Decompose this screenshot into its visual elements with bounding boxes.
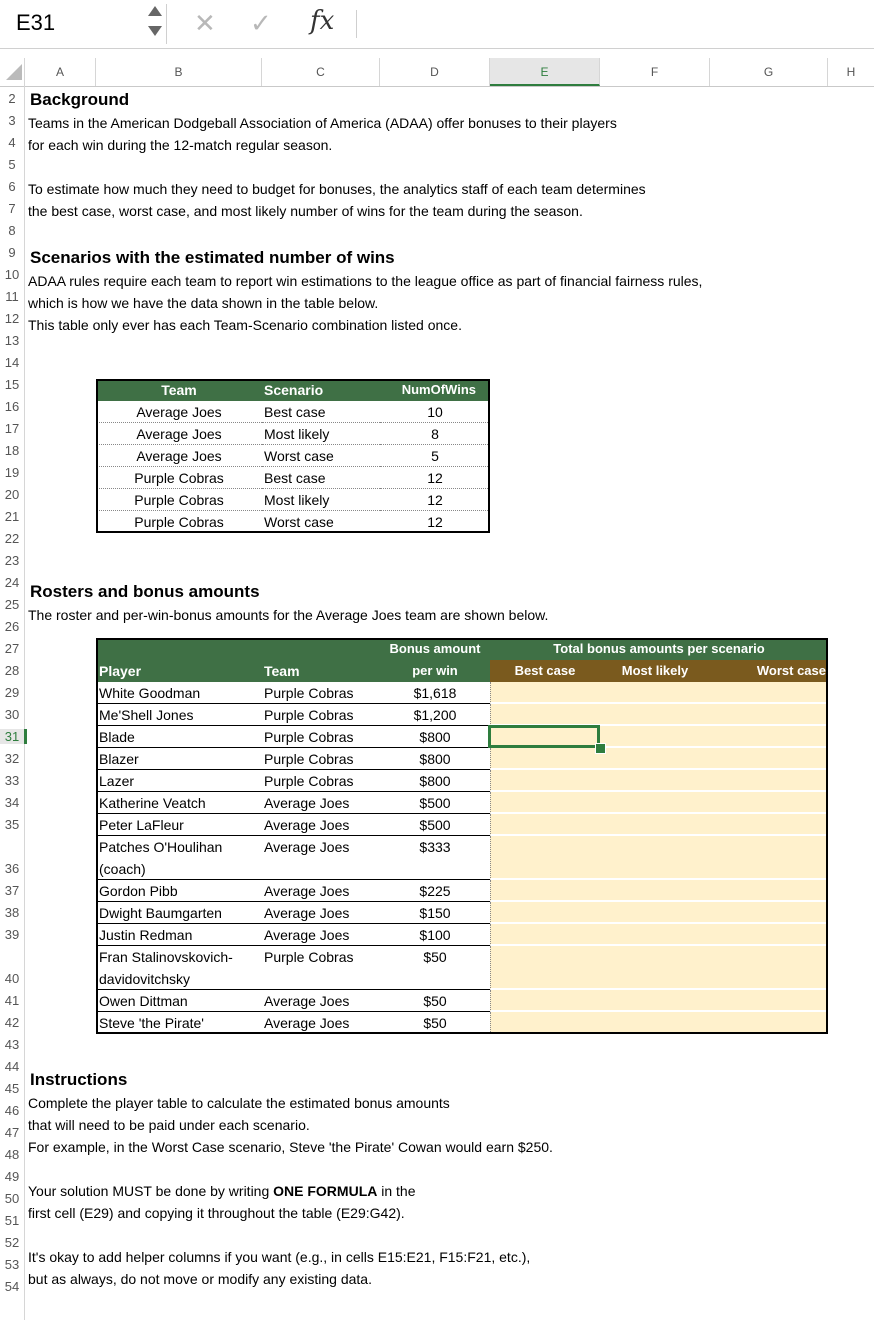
roster-cell-team[interactable]: Purple Cobras: [262, 726, 380, 748]
roster-cell-worst[interactable]: [710, 1012, 828, 1034]
sc-text-3: This table only ever has each Team-Scenario combination listed once.: [28, 317, 462, 333]
row-header-15[interactable]: 15: [4, 377, 20, 392]
roster-cell-best[interactable]: [490, 748, 600, 770]
roster-header-likely[interactable]: Most likely: [600, 660, 710, 682]
background-heading: Background: [30, 90, 130, 109]
in-text-4c: in the: [377, 1183, 416, 1199]
player-name-line-2: davidovitchsky: [99, 971, 191, 987]
roster-header-player[interactable]: Player: [96, 660, 262, 682]
row-header-42[interactable]: 42: [4, 1015, 20, 1030]
roster-cell-player[interactable]: [96, 682, 262, 704]
column-header-c[interactable]: C: [262, 58, 380, 86]
instructions-heading: Instructions: [30, 1070, 128, 1089]
roster-cell-likely[interactable]: [600, 946, 710, 990]
formula-bar: [0, 0, 874, 50]
roster-cell-team[interactable]: Average Joes: [262, 792, 380, 814]
row-header-12[interactable]: 12: [4, 311, 20, 326]
row-header-8[interactable]: 8: [8, 223, 16, 238]
player-name-line-1: Justin Redman: [99, 927, 193, 943]
player-name-line-1: Blazer: [99, 751, 139, 767]
scenario-cell-scenario[interactable]: Worst case: [262, 445, 380, 467]
roster-cell-player[interactable]: [96, 814, 262, 836]
sc-text-1: ADAA rules require each team to report win estimations to the league office as part of financial fairness rules,: [28, 273, 703, 289]
in-text-5: first cell (E29) and copying it throughout the table (E29:G42).: [28, 1205, 405, 1221]
roster-cell-player[interactable]: [96, 902, 262, 924]
column-header-bar: [0, 58, 874, 87]
row-header-19[interactable]: 19: [4, 465, 20, 480]
row-header-24[interactable]: 24: [4, 575, 20, 590]
player-name-line-1: Katherine Veatch: [99, 795, 206, 811]
divider: [356, 10, 357, 38]
roster-cell-worst[interactable]: [710, 726, 828, 748]
scenario-cell-numofwins[interactable]: 5: [380, 445, 490, 467]
bg-text-4: the best case, worst case, and most likely number of wins for the team during the season.: [28, 203, 583, 219]
column-header-d[interactable]: D: [380, 58, 490, 86]
player-name-line-1: White Goodman: [99, 685, 201, 701]
roster-cell-player[interactable]: [96, 836, 262, 880]
roster-cell-worst[interactable]: [710, 946, 828, 990]
roster-cell-bonus[interactable]: $1,618: [380, 682, 490, 704]
row-header-6[interactable]: 6: [8, 179, 16, 194]
row-header-53[interactable]: 53: [4, 1257, 20, 1272]
roster-cell-likely[interactable]: [600, 792, 710, 814]
roster-cell-team[interactable]: Purple Cobras: [262, 704, 380, 726]
roster-cell-worst[interactable]: [710, 770, 828, 792]
name-box[interactable]: E31: [16, 10, 56, 35]
function-icon[interactable]: fx: [310, 6, 335, 36]
roster-cell-worst[interactable]: [710, 814, 828, 836]
row-header-2[interactable]: 2: [8, 91, 16, 106]
row-header-23[interactable]: 23: [4, 553, 20, 568]
roster-cell-bonus[interactable]: $800: [380, 726, 490, 748]
roster-cell-bonus[interactable]: $500: [380, 792, 490, 814]
roster-cell-team[interactable]: Purple Cobras: [262, 682, 380, 704]
sc-text-2: which is how we have the data shown in the table below.: [28, 295, 379, 311]
roster-cell-likely[interactable]: [600, 748, 710, 770]
scenario-header-team[interactable]: Team: [96, 379, 262, 401]
roster-cell-player[interactable]: [96, 990, 262, 1012]
row-header-45[interactable]: 45: [4, 1081, 20, 1096]
row-header-11[interactable]: 11: [5, 289, 19, 304]
roster-cell-bonus[interactable]: $333: [380, 836, 490, 880]
in-text-4b: ONE FORMULA: [273, 1183, 378, 1199]
row-header-14[interactable]: 14: [4, 355, 20, 370]
row-header-divider: [24, 86, 25, 1320]
player-name-line-1: Steve 'the Pirate': [99, 1015, 204, 1031]
scenario-cell-numofwins[interactable]: 8: [380, 423, 490, 445]
roster-cell-likely[interactable]: [600, 814, 710, 836]
row-header-20[interactable]: 20: [4, 487, 20, 502]
roster-cell-bonus[interactable]: $800: [380, 748, 490, 770]
roster-cell-player[interactable]: [96, 880, 262, 902]
roster-cell-best[interactable]: [490, 770, 600, 792]
column-header-a[interactable]: A: [25, 58, 96, 86]
roster-cell-bonus[interactable]: $50: [380, 990, 490, 1012]
roster-cell-team[interactable]: Average Joes: [262, 814, 380, 836]
bg-text-3: To estimate how much they need to budget for bonuses, the analytics staff of each team determines: [28, 181, 646, 197]
roster-cell-worst[interactable]: [710, 990, 828, 1012]
row-header-46[interactable]: 46: [4, 1103, 20, 1118]
row-header-21[interactable]: 21: [4, 509, 20, 524]
row-header-41[interactable]: 41: [4, 993, 20, 1008]
scenario-cell-scenario[interactable]: Most likely: [262, 423, 380, 445]
roster-cell-best[interactable]: [490, 902, 600, 924]
player-name-line-1: Me'Shell Jones: [99, 707, 194, 723]
confirm-icon[interactable]: ✓: [250, 8, 272, 38]
roster-cell-likely[interactable]: [600, 880, 710, 902]
player-name-line-2: (coach): [99, 861, 146, 877]
scenario-cell-scenario[interactable]: Best case: [262, 467, 380, 489]
roster-cell-likely[interactable]: [600, 836, 710, 880]
roster-cell-team[interactable]: Average Joes: [262, 836, 380, 880]
row-header-9[interactable]: 9: [8, 245, 16, 260]
player-name-line-1: Peter LaFleur: [99, 817, 184, 833]
row-header-35[interactable]: 35: [4, 817, 20, 832]
row-header-38[interactable]: 38: [4, 905, 20, 920]
roster-cell-likely[interactable]: [600, 902, 710, 924]
roster-cell-player[interactable]: [96, 946, 262, 990]
roster-cell-bonus[interactable]: $225: [380, 880, 490, 902]
roster-cell-likely[interactable]: [600, 1012, 710, 1034]
scenario-cell-team[interactable]: Purple Cobras: [96, 489, 262, 511]
roster-cell-likely[interactable]: [600, 770, 710, 792]
row-header-51[interactable]: 51: [4, 1213, 20, 1228]
in-text-4: [28, 1183, 416, 1199]
in-text-7: but as always, do not move or modify any existing data.: [28, 1271, 372, 1287]
roster-cell-best[interactable]: [490, 880, 600, 902]
roster-cell-likely[interactable]: [600, 682, 710, 704]
scenario-header-numofwins[interactable]: NumOfWins: [380, 379, 490, 401]
roster-cell-worst[interactable]: [710, 924, 828, 946]
roster-cell-best[interactable]: [490, 924, 600, 946]
roster-cell-likely[interactable]: [600, 704, 710, 726]
player-name-line-1: Gordon Pibb: [99, 883, 178, 899]
scenario-cell-team[interactable]: Average Joes: [96, 401, 262, 423]
roster-cell-bonus[interactable]: $500: [380, 814, 490, 836]
roster-header-total[interactable]: Total bonus amounts per scenario: [490, 638, 828, 660]
in-text-4a: Your solution MUST be done by writing: [28, 1183, 274, 1199]
rosters-heading: Rosters and bonus amounts: [30, 582, 260, 601]
roster-cell-best[interactable]: [490, 792, 600, 814]
row-header-39[interactable]: 39: [4, 927, 20, 942]
roster-cell-team[interactable]: Purple Cobras: [262, 770, 380, 792]
roster-cell-player[interactable]: [96, 792, 262, 814]
scenarios-heading: Scenarios with the estimated number of wins: [30, 248, 395, 267]
roster-cell-best[interactable]: [490, 814, 600, 836]
roster-cell-team[interactable]: Purple Cobras: [262, 946, 380, 990]
column-header-h[interactable]: H: [846, 65, 856, 79]
column-header-g[interactable]: G: [710, 58, 828, 86]
row-header-40[interactable]: 40: [4, 971, 20, 986]
row-header-36[interactable]: 36: [4, 861, 20, 876]
roster-cell-bonus[interactable]: $50: [423, 1015, 447, 1031]
row-header-5[interactable]: 5: [8, 157, 16, 172]
in-text-2: that will need to be paid under each scenario.: [28, 1117, 310, 1133]
row-header-50[interactable]: 50: [4, 1191, 20, 1206]
roster-cell-bonus[interactable]: $150: [380, 902, 490, 924]
roster-cell-best[interactable]: [490, 704, 600, 726]
scenario-cell-numofwins[interactable]: 12: [427, 514, 443, 530]
roster-header-bonus-2[interactable]: per win: [380, 660, 490, 682]
roster-header-blank[interactable]: [96, 638, 380, 660]
roster-cell-player[interactable]: [96, 1012, 262, 1034]
row-header-13[interactable]: 13: [4, 333, 20, 348]
row-header-47[interactable]: 47: [4, 1125, 20, 1140]
scenario-cell-team[interactable]: Average Joes: [96, 445, 262, 467]
select-all-icon[interactable]: [6, 64, 22, 80]
row-header-52[interactable]: 52: [4, 1235, 20, 1250]
roster-cell-bonus[interactable]: $100: [380, 924, 490, 946]
roster-header-team[interactable]: Team: [262, 660, 380, 682]
roster-cell-likely[interactable]: [600, 726, 710, 748]
roster-cell-player[interactable]: [96, 770, 262, 792]
roster-cell-worst[interactable]: [710, 880, 828, 902]
bg-text-2: for each win during the 12-match regular season.: [28, 137, 333, 153]
roster-cell-likely[interactable]: [600, 990, 710, 1012]
row-header-33[interactable]: 33: [4, 773, 20, 788]
roster-cell-worst[interactable]: [710, 704, 828, 726]
row-header-18[interactable]: 18: [4, 443, 20, 458]
row-header-25[interactable]: 25: [4, 597, 20, 612]
roster-header-bonus-1[interactable]: Bonus amount: [380, 638, 490, 660]
row-header-16[interactable]: 16: [4, 399, 20, 414]
in-text-6: It's okay to add helper columns if you want (e.g., in cells E15:E21, F15:F21, etc.),: [28, 1249, 531, 1265]
roster-cell-best[interactable]: [490, 1012, 600, 1034]
roster-cell-bonus[interactable]: $50: [380, 946, 490, 990]
roster-header-worst[interactable]: Worst case: [710, 660, 828, 682]
roster-cell-likely[interactable]: [600, 924, 710, 946]
ro-text-1: The roster and per-win-bonus amounts for the Average Joes team are shown below.: [28, 607, 549, 623]
scenario-cell-scenario[interactable]: Worst case: [264, 514, 334, 530]
row-header-17[interactable]: 17: [4, 421, 20, 436]
roster-cell-team[interactable]: Average Joes: [262, 880, 380, 902]
roster-cell-worst[interactable]: [710, 682, 828, 704]
roster-cell-worst[interactable]: [710, 792, 828, 814]
player-name-line-1: Fran Stalinovskovich-: [99, 949, 233, 965]
scenario-header-scenario[interactable]: Scenario: [262, 379, 380, 401]
selected-cell-e31[interactable]: [488, 725, 600, 748]
scenario-cell-team[interactable]: Purple Cobras: [134, 514, 224, 530]
roster-cell-player[interactable]: [96, 704, 262, 726]
roster-cell-best[interactable]: [490, 990, 600, 1012]
row-header-3[interactable]: 3: [8, 113, 16, 128]
player-name-line-1: Lazer: [99, 773, 135, 789]
row-header-27[interactable]: 27: [4, 641, 20, 656]
row-header-4[interactable]: 4: [8, 135, 16, 150]
row-header-48[interactable]: 48: [4, 1147, 20, 1162]
row-header-30[interactable]: 30: [4, 707, 20, 722]
roster-header-best[interactable]: Best case: [490, 660, 600, 682]
row-header-49[interactable]: 49: [4, 1169, 20, 1184]
roster-cell-player[interactable]: [96, 726, 262, 748]
row-header-37[interactable]: 37: [4, 883, 20, 898]
scenario-cell-scenario[interactable]: Best case: [262, 401, 380, 423]
in-text-1: Complete the player table to calculate the estimated bonus amounts: [28, 1095, 450, 1111]
row-header-29[interactable]: 29: [4, 685, 20, 700]
scenario-cell-numofwins[interactable]: 10: [380, 401, 490, 423]
roster-cell-best[interactable]: [490, 836, 600, 880]
bg-text-1: Teams in the American Dodgeball Association of America (ADAA) offer bonuses to their players: [28, 115, 617, 131]
player-name-line-1: Dwight Baumgarten: [99, 905, 222, 921]
player-name-line-1: Owen Dittman: [99, 993, 188, 1009]
roster-cell-team[interactable]: Average Joes: [264, 1015, 350, 1031]
row-header-28[interactable]: 28: [4, 663, 20, 678]
roster-cell-player[interactable]: [96, 748, 262, 770]
roster-cell-team[interactable]: Purple Cobras: [262, 748, 380, 770]
player-name-line-1: Patches O'Houlihan: [99, 839, 223, 855]
roster-cell-bonus[interactable]: $800: [380, 770, 490, 792]
roster-cell-team[interactable]: Average Joes: [262, 924, 380, 946]
row-header-10[interactable]: 10: [4, 267, 20, 282]
column-header-b[interactable]: B: [96, 58, 262, 86]
fill-handle[interactable]: [595, 743, 606, 754]
roster-cell-best[interactable]: [490, 946, 600, 990]
column-header-f[interactable]: F: [600, 58, 710, 86]
row-header-7[interactable]: 7: [8, 201, 16, 216]
scenario-cell-team[interactable]: Purple Cobras: [96, 467, 262, 489]
scenario-cell-scenario[interactable]: Most likely: [262, 489, 380, 511]
chevron-down-icon[interactable]: [148, 26, 162, 36]
roster-cell-team[interactable]: Average Joes: [262, 990, 380, 1012]
roster-cell-team[interactable]: Average Joes: [262, 902, 380, 924]
formula-input[interactable]: [366, 10, 866, 38]
divider: [0, 48, 874, 49]
chevron-up-icon[interactable]: [148, 6, 162, 16]
cancel-icon[interactable]: ✕: [194, 8, 216, 38]
row-header-44[interactable]: 44: [4, 1059, 20, 1074]
scenario-cell-numofwins[interactable]: 12: [380, 489, 490, 511]
player-name-line-1: Blade: [99, 729, 135, 745]
roster-cell-worst[interactable]: [710, 748, 828, 770]
roster-cell-bonus[interactable]: $1,200: [380, 704, 490, 726]
roster-cell-worst[interactable]: [710, 836, 828, 880]
row-header-22[interactable]: 22: [4, 531, 20, 546]
divider: [166, 4, 167, 44]
scenario-cell-team[interactable]: Average Joes: [96, 423, 262, 445]
scenario-cell-numofwins[interactable]: 12: [380, 467, 490, 489]
in-text-3: For example, in the Worst Case scenario, Steve 'the Pirate' Cowan would earn $250.: [28, 1139, 553, 1155]
row-header-43[interactable]: 43: [4, 1037, 20, 1052]
roster-cell-player[interactable]: [96, 924, 262, 946]
row-header-34[interactable]: 34: [4, 795, 20, 810]
row-header-31[interactable]: 31: [0, 729, 27, 744]
row-header-32[interactable]: 32: [4, 751, 20, 766]
row-header-54[interactable]: 54: [4, 1279, 20, 1294]
roster-cell-best[interactable]: [490, 682, 600, 704]
row-header-26[interactable]: 26: [4, 619, 20, 634]
column-header-e[interactable]: E: [490, 58, 600, 86]
roster-cell-worst[interactable]: [710, 902, 828, 924]
